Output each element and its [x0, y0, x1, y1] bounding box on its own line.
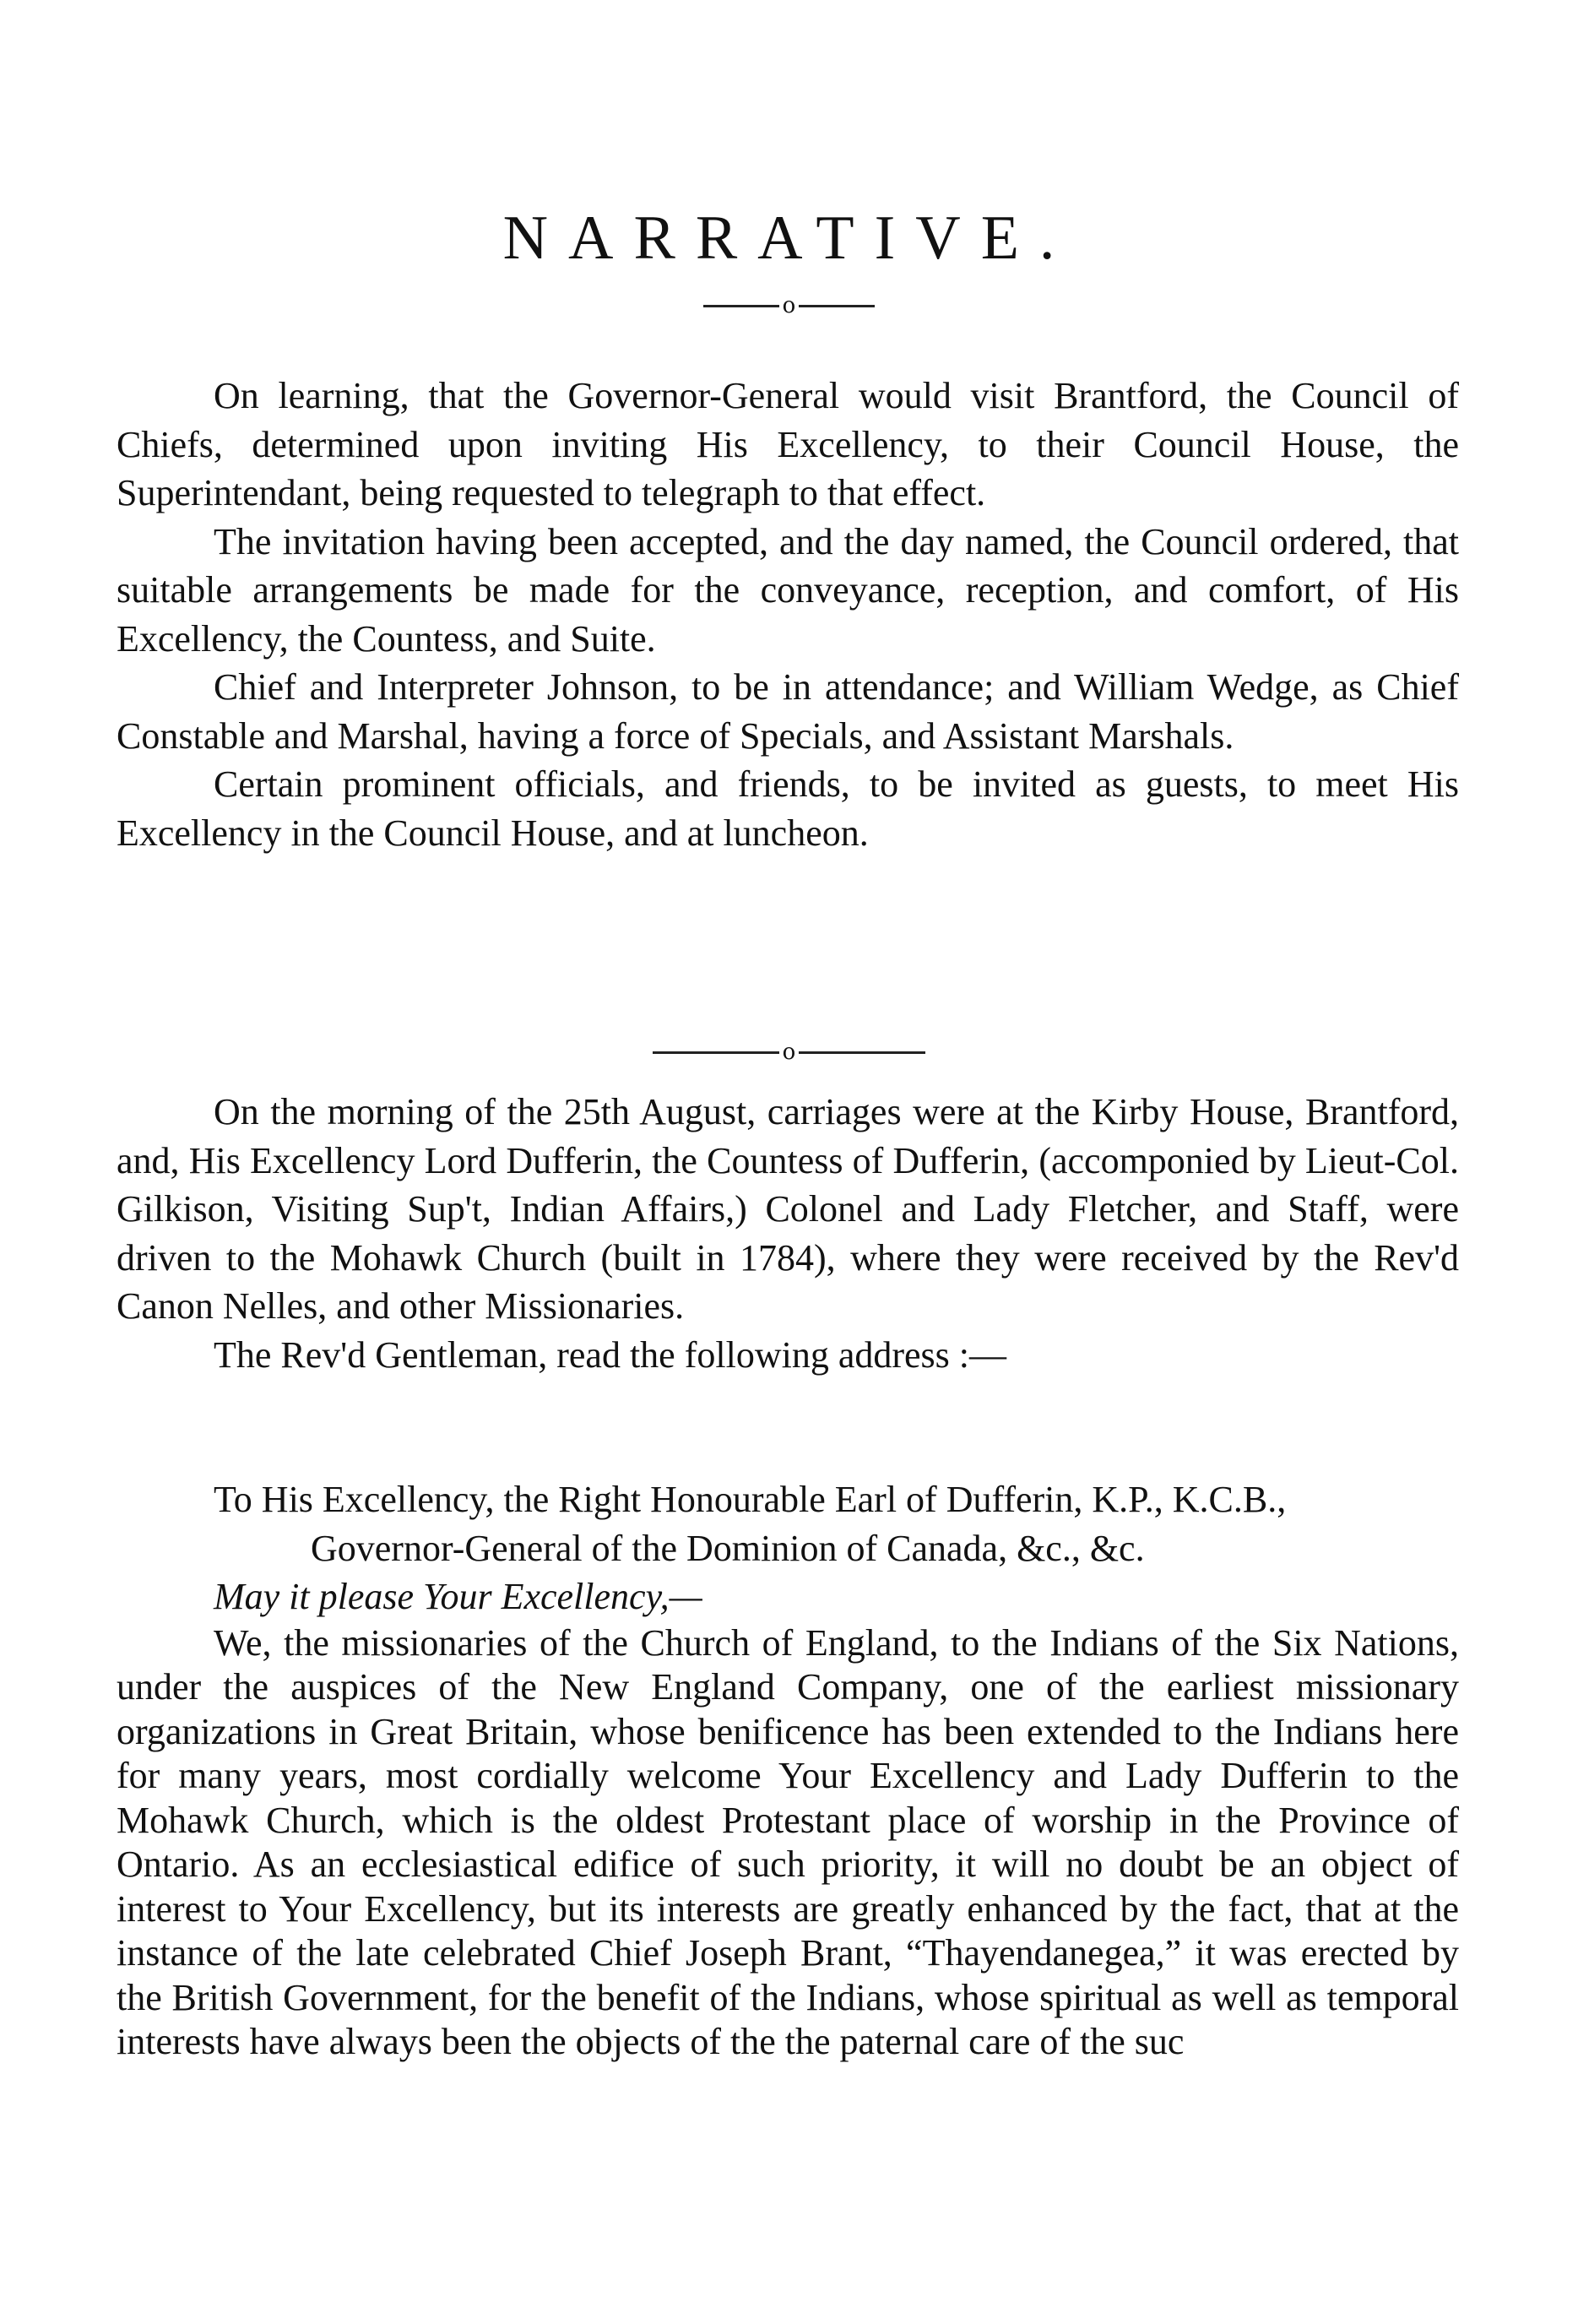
- section-divider: [0, 1039, 1578, 1065]
- narrative-section-2: [117, 1088, 1459, 1379]
- salutation: May it please Your Excellency,—: [214, 1576, 702, 1617]
- section-divider: [0, 292, 1578, 318]
- paragraph: Chief and Interpreter Johnson, to be in attendance; and William Wedge, as Chief Constable and Marshal, having a force of Specials, and Assistant Marshals.: [117, 666, 1459, 757]
- paragraph: On the morning of the 25th August, carriages were at the Kirby House, Brantford, and, His Excellency Lord Dufferin, the Countess of Dufferin, (accomponied by Lieut-Col. Gilkison, Visiting Sup't, Indian Affairs,) Colonel and Lady Fletcher, and Staff, were driven to the Mohawk Church (built in 1784), where they were received by the Rev'd Canon Nelles, and other Missionaries.: [117, 1091, 1459, 1327]
- narrative-section-1: [117, 372, 1459, 857]
- paragraph: On learning, that the Governor-General would visit Brantford, the Council of Chiefs, determined upon inviting His Excellency, to their Council House, the Superintendant, being requested to telegraph to that effect.: [117, 375, 1459, 513]
- paragraph: The invitation having been accepted, and the day named, the Council ordered, that suitable arrangements be made for the conveyance, reception, and comfort, of His Excellency, the Countess, and Suite.: [117, 520, 1459, 660]
- paragraph: The Rev'd Gentleman, read the following address :—: [214, 1333, 1006, 1376]
- address: [117, 1475, 1459, 2065]
- addressee-line: Governor-General of the Dominion of Canada, &c., &c.: [311, 1527, 1145, 1569]
- page-title: NARRATIVE.: [502, 203, 1076, 273]
- addressee-line: To His Excellency, the Right Honourable Earl of Dufferin, K.P., K.C.B.,: [214, 1479, 1287, 1520]
- address-body: We, the missionaries of the Church of England, to the Indians of the Six Nations, under the auspices of the New England Company, one of the earliest missionary organizations in Great Britain, whose benificence has been extended to the Indians here for many years, most cordially welcome Your Excellency and Lady Dufferin to the Mohawk Church, which is the oldest Protestant place of worship in the Province of Ontario. As an ecclesiastical edifice of such priority, it will no doubt be an object of interest to Your Excellency, but its interests are greatly enhanced by the fact, that at the instance of the late celebrated Chief Joseph Brant, “Thayendanegea,” it was erected by the British Government, for the benefit of the Indians, whose spiritual as well as temporal interests have always been the objects of the the paternal care of the suc: [117, 1621, 1459, 2062]
- divider-glyph: o: [782, 1040, 796, 1065]
- divider-glyph: o: [782, 293, 796, 318]
- paragraph: Certain prominent officials, and friends, to be invited as guests, to meet His Excellency in the Council House, and at luncheon.: [117, 763, 1459, 854]
